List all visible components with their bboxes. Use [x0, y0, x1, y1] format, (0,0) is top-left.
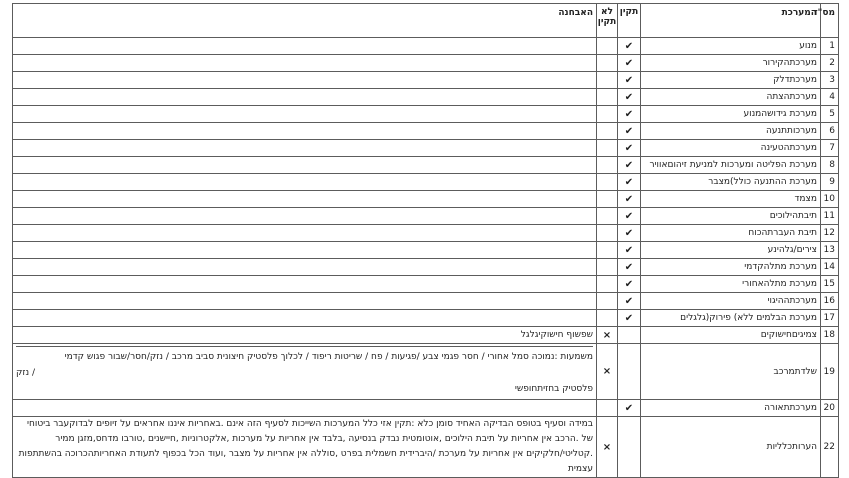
diagnosis-line: פלסטיק בחזיתחופשי: [514, 384, 593, 394]
row-diagnosis: [13, 191, 597, 208]
table-header-row: [13, 4, 839, 38]
row-system: תיבת העברתהכוח: [641, 225, 821, 242]
row-system: הערותכלליות: [641, 417, 821, 478]
table-row: [13, 55, 839, 72]
not-ok-mark-icon: [597, 140, 618, 157]
not-ok-mark-icon: [597, 106, 618, 123]
header-num: מס"ד: [821, 4, 839, 38]
row-diagnosis: [13, 106, 597, 123]
diagnosis-line: / נזק: [16, 368, 35, 378]
row-system: צמיגיםחישוקים: [641, 327, 821, 344]
ok-check-icon: [618, 344, 641, 400]
ok-check-icon: ✔: [618, 106, 641, 123]
not-ok-mark-icon: [597, 293, 618, 310]
table-row: [13, 106, 839, 123]
table-row: [13, 123, 839, 140]
ok-check-icon: ✔: [618, 140, 641, 157]
row-num: 13: [821, 242, 839, 259]
ok-check-icon: ✔: [618, 38, 641, 55]
ok-check-icon: ✔: [618, 208, 641, 225]
table-row: [13, 242, 839, 259]
not-ok-mark-icon: ×: [597, 344, 618, 400]
row-num: 18: [821, 327, 839, 344]
inspection-table-container: [12, 3, 838, 478]
row-num: 10: [821, 191, 839, 208]
table-row: [13, 140, 839, 157]
row-system: מערכתדלק: [641, 72, 821, 89]
ok-check-icon: ✔: [618, 55, 641, 72]
row-num: 16: [821, 293, 839, 310]
row-num: 1: [821, 38, 839, 55]
not-ok-mark-icon: [597, 191, 618, 208]
table-row: [13, 157, 839, 174]
not-ok-mark-icon: [597, 123, 618, 140]
row-system: מערכת גידושהמנוע: [641, 106, 821, 123]
row-num: 12: [821, 225, 839, 242]
row-diagnosis: [13, 242, 597, 259]
table-row: [13, 225, 839, 242]
ok-check-icon: ✔: [618, 72, 641, 89]
ok-check-icon: ✔: [618, 400, 641, 417]
row-system: מערכותתנעה: [641, 123, 821, 140]
row-num: 2: [821, 55, 839, 72]
row-num: 22: [821, 417, 839, 478]
table-row: [13, 276, 839, 293]
ok-check-icon: ✔: [618, 225, 641, 242]
diagnosis-divider: [16, 346, 593, 347]
not-ok-mark-icon: [597, 89, 618, 106]
row-diagnosis: [13, 225, 597, 242]
not-ok-mark-icon: ×: [597, 327, 618, 344]
row-diagnosis: [13, 157, 597, 174]
row-num: 5: [821, 106, 839, 123]
row-diagnosis: [13, 55, 597, 72]
not-ok-mark-icon: [597, 310, 618, 327]
row-diagnosis: [13, 38, 597, 55]
ok-check-icon: ✔: [618, 293, 641, 310]
ok-check-icon: ✔: [618, 89, 641, 106]
row-diagnosis: [13, 259, 597, 276]
row-num: 4: [821, 89, 839, 106]
row-system: צירים/גלהינע: [641, 242, 821, 259]
ok-check-icon: ✔: [618, 157, 641, 174]
header-system: המערכת: [641, 4, 821, 38]
header-not-ok: לא תקין: [597, 4, 618, 38]
row-system: מערכת הפליטה ומערכות למניעת זיהוםאוויר: [641, 157, 821, 174]
row-diagnosis: [13, 72, 597, 89]
row-diagnosis: [13, 123, 597, 140]
row-diagnosis: במידה וסעיף בטופס הבדיקה האחיד סומן כלא :תקין אזי כלל המערכות השייכות לסעיף הזה אינם .באחריות איננו אחראים על זיופים לבדוקעבר ביטוחי של .הרכב אין אחריות על תיבת הילוכים ,אוטומטית נבדק בנסיעה ,בלבד אין אחריות על מערכות ,אלקטרוניות ,חיישנים ,טורבו מדחס,מזגן ממיר .קטליטי/חלקיקים אין אחריות על מערכת /היברידית חשמלית בפרט ,סוללה אין אחריות על מצבר ,ועוד הכל בכפוף לתעודת האחריותהכרוכה בהשתתפות עצמית: [13, 417, 597, 478]
ok-check-icon: [618, 327, 641, 344]
not-ok-mark-icon: [597, 242, 618, 259]
row-num: 3: [821, 72, 839, 89]
not-ok-mark-icon: [597, 259, 618, 276]
row-num: 19: [821, 344, 839, 400]
row-system: מערכתהצתה: [641, 89, 821, 106]
row-system: שלדתמרכב: [641, 344, 821, 400]
row-system: מערכתהקירור: [641, 55, 821, 72]
not-ok-mark-icon: ×: [597, 417, 618, 478]
row-num: 7: [821, 140, 839, 157]
not-ok-mark-icon: [597, 55, 618, 72]
row-num: 11: [821, 208, 839, 225]
not-ok-mark-icon: [597, 174, 618, 191]
row-system: מערכת ההתנעה כולל)מצבר: [641, 174, 821, 191]
table-row: [13, 327, 839, 344]
row-system: מנוע: [641, 38, 821, 55]
table-row: [13, 400, 839, 417]
header-ok: תקין: [618, 4, 641, 38]
ok-check-icon: ✔: [618, 191, 641, 208]
row-num: 20: [821, 400, 839, 417]
row-system: תיבתהילוכים: [641, 208, 821, 225]
inspection-table: [12, 3, 839, 478]
not-ok-mark-icon: [597, 38, 618, 55]
not-ok-mark-icon: [597, 72, 618, 89]
table-row: [13, 174, 839, 191]
ok-check-icon: ✔: [618, 276, 641, 293]
row-diagnosis: [13, 174, 597, 191]
row-system: מערכתתאורה: [641, 400, 821, 417]
row-diagnosis: [13, 208, 597, 225]
not-ok-mark-icon: [597, 157, 618, 174]
table-row: [13, 208, 839, 225]
row-diagnosis: [13, 276, 597, 293]
ok-check-icon: [618, 417, 641, 478]
row-num: 8: [821, 157, 839, 174]
table-row: [13, 72, 839, 89]
not-ok-mark-icon: [597, 276, 618, 293]
table-row: [13, 310, 839, 327]
row-system: מערכת מתלהקדמי: [641, 259, 821, 276]
row-system: מצמד: [641, 191, 821, 208]
row-system: מערכת מתלהאחורי: [641, 276, 821, 293]
row-system: מערכתההיגוי: [641, 293, 821, 310]
row-system: מערכת הבלמים ללא) פירוק(גלגלים: [641, 310, 821, 327]
row-num: 15: [821, 276, 839, 293]
table-row: [13, 89, 839, 106]
header-diagnosis: האבחנה: [13, 4, 597, 38]
row-diagnosis: שפשוף חישוקיגלגל: [13, 327, 597, 344]
row-num: 6: [821, 123, 839, 140]
ok-check-icon: ✔: [618, 123, 641, 140]
row-diagnosis: [13, 344, 597, 400]
table-row: [13, 259, 839, 276]
table-row: [13, 417, 839, 478]
row-diagnosis: [13, 310, 597, 327]
row-num: 9: [821, 174, 839, 191]
row-num: 17: [821, 310, 839, 327]
diagnosis-line: משמעות :נמוכה סמל אחורי / חסר פגמי צבע /פגיעות / פח / שריטות ריפוד / לכלוך פלסטיק חיצונית סביב מרכב / נזק/חסר/שבור פגוש קדמי: [64, 352, 593, 362]
not-ok-mark-icon: [597, 208, 618, 225]
table-row: [13, 293, 839, 310]
table-row: [13, 38, 839, 55]
table-row: [13, 344, 839, 400]
not-ok-mark-icon: [597, 400, 618, 417]
ok-check-icon: ✔: [618, 310, 641, 327]
ok-check-icon: ✔: [618, 242, 641, 259]
ok-check-icon: ✔: [618, 259, 641, 276]
row-diagnosis: [13, 293, 597, 310]
row-num: 14: [821, 259, 839, 276]
row-diagnosis: [13, 400, 597, 417]
row-diagnosis: [13, 89, 597, 106]
ok-check-icon: ✔: [618, 174, 641, 191]
row-diagnosis: [13, 140, 597, 157]
row-system: מערכתהטעינה: [641, 140, 821, 157]
not-ok-mark-icon: [597, 225, 618, 242]
table-row: [13, 191, 839, 208]
